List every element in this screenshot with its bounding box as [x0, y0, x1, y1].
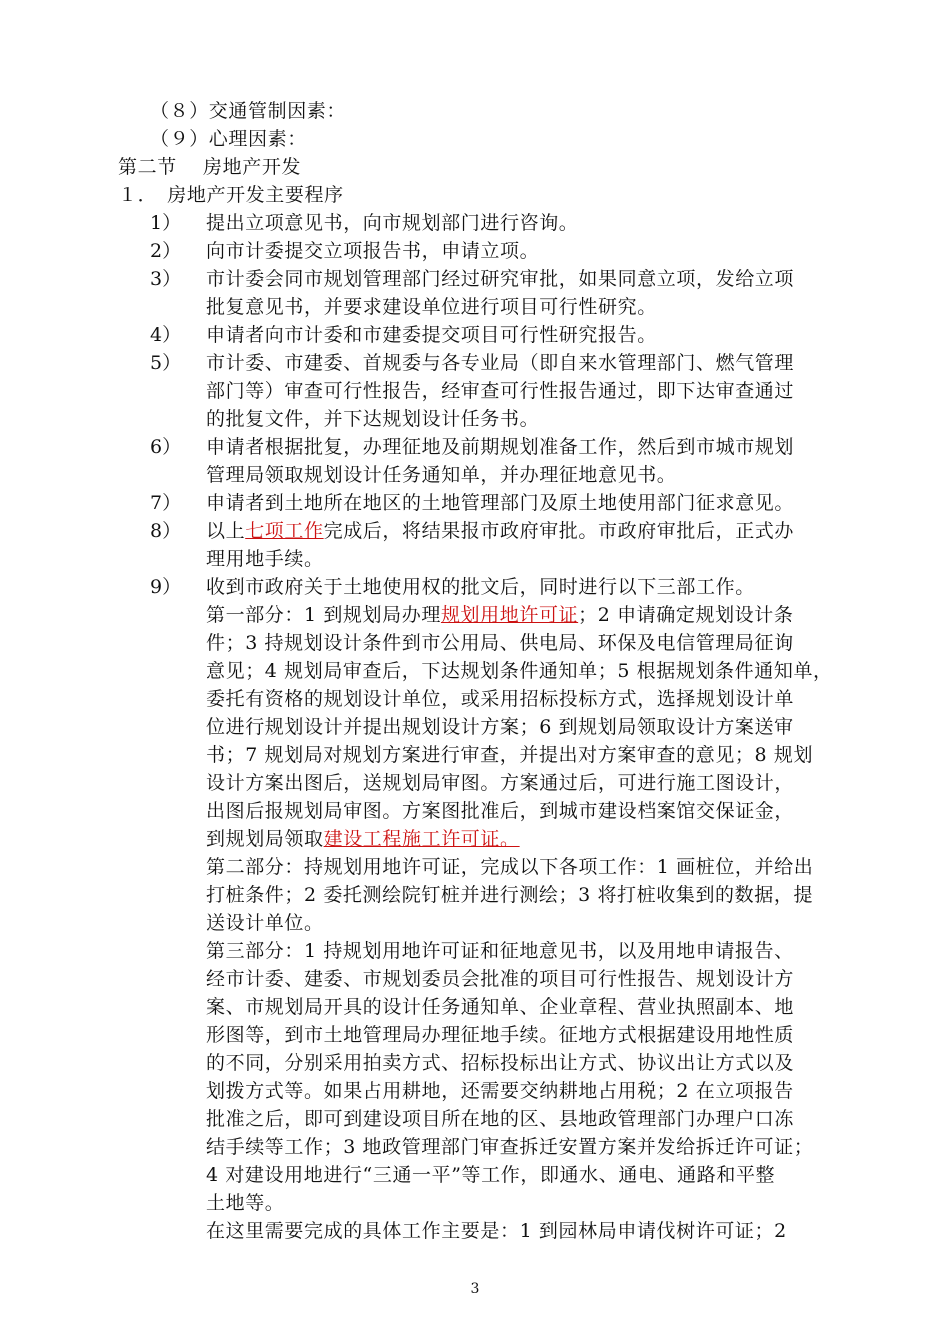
step-number: 8） [150, 520, 182, 542]
step-text: 市计委、市建委、首规委与各专业局（即自来水管理部门、燃气管理 [206, 352, 795, 374]
subsection-title: １． 房地产开发主要程序 [118, 184, 344, 206]
part-three-text: 经市计委、建委、市规划委员会批准的项目可行性报告、规划设计方 [206, 968, 795, 990]
step-text: 市计委会同市规划管理部门经过研究审批，如果同意立项，发给立项 [206, 268, 795, 290]
step-number: 3） [150, 268, 182, 290]
section-title: 第二节 房地产开发 [118, 156, 302, 178]
part-three-text: 形图等，到市土地管理局办理征地手续。征地方式根据建设用地性质 [206, 1024, 795, 1046]
step-text: 申请者根据批复，办理征地及前期规划准备工作，然后到市城市规划 [206, 436, 795, 458]
part-three-text: 划拨方式等。如果占用耕地，还需要交纳耕地占用税；2 在立项报告 [206, 1080, 794, 1102]
part-one-text: 意见；4 规划局审查后，下达规划条件通知单；5 根据规划条件通知单， [206, 660, 833, 682]
step-text: 申请者向市计委和市建委提交项目可行性研究报告。 [206, 324, 657, 346]
part-three-text: 的不同，分别采用拍卖方式、招标投标出让方式、协议出让方式以及 [206, 1052, 795, 1074]
seven-tasks-link[interactable]: 七项工作 [245, 520, 324, 542]
text-fragment: 完成后，将结果报市政府审批。市政府审批后，正式办 [323, 520, 795, 542]
part-three-text: 土地等。 [206, 1192, 285, 1214]
step-number: 9） [150, 576, 182, 598]
step-text: 的批复文件，并下达规划设计任务书。 [206, 408, 540, 430]
part-three-text: 案、市规划局开具的设计任务通知单、企业章程、营业执照副本、地 [206, 996, 795, 1018]
page-number: 3 [470, 1281, 480, 1297]
step-text: 提出立项意见书，向市规划部门进行咨询。 [206, 212, 579, 234]
part-one-text [206, 602, 793, 628]
step-number: 6） [150, 436, 182, 458]
planning-land-permit-link[interactable]: 规划用地许可证 [440, 604, 579, 626]
step-text: 管理局领取规划设计任务通知单，并办理征地意见书。 [206, 464, 677, 486]
factor-8: （８）交通管制因素： [150, 100, 347, 122]
part-one-text: 委托有资格的规划设计单位，或采用招标投标方式，选择规划设计单 [206, 688, 795, 710]
text-fragment: 第一部分：1 到规划局办理 [206, 604, 441, 626]
step-text: 向市计委提交立项报告书，申请立项。 [206, 240, 540, 262]
step-number: 1） [150, 212, 182, 234]
part-three-text: 批准之后，即可到建设项目所在地的区、县地政管理部门办理户口冻 [206, 1108, 795, 1130]
part-one-text: 位进行规划设计并提出规划设计方案；6 到规划局领取设计方案送审 [206, 716, 794, 738]
factor-9: （９）心理因素： [150, 128, 307, 150]
part-one-text [206, 826, 520, 852]
step-number: 7） [150, 492, 182, 514]
part-one-text: 设计方案出图后，送规划局审图。方案通过后，可进行施工图设计， [206, 772, 795, 794]
part-two-text: 第二部分：持规划用地许可证，完成以下各项工作：1 画桩位，并给出 [206, 856, 814, 878]
step-text: 申请者到土地所在地区的土地管理部门及原土地使用部门征求意见。 [206, 492, 795, 514]
part-three-text: 结手续等工作；3 地政管理部门审查拆迁安置方案并发给拆迁许可证； [206, 1136, 814, 1158]
step-text: 批复意见书，并要求建设单位进行项目可行性研究。 [206, 296, 657, 318]
step-number: 2） [150, 240, 182, 262]
text-fragment: 到规划局领取 [206, 828, 324, 850]
text-fragment: 以上 [206, 520, 246, 542]
part-three-text: 第三部分：1 持规划用地许可证和征地意见书，以及用地申请报告、 [206, 940, 794, 962]
step-number: 5） [150, 352, 182, 374]
step-number: 4） [150, 324, 182, 346]
part-three-text: 4 对建设用地进行“三通一平”等工作，即通水、通电、通路和平整 [206, 1164, 776, 1186]
part-one-text: 出图后报规划局审图。方案图批准后，到城市建设档案馆交保证金， [206, 800, 795, 822]
step-text: 收到市政府关于土地使用权的批文后，同时进行以下三部工作。 [206, 576, 755, 598]
final-paragraph: 在这里需要完成的具体工作主要是：1 到园林局申请伐树许可证；2 [206, 1220, 787, 1242]
step-text: 部门等）审查可行性报告，经审查可行性报告通过，即下达审查通过 [206, 380, 795, 402]
part-one-text: 书；7 规划局对规划方案进行审查，并提出对方案审查的意见；8 规划 [206, 744, 814, 766]
step-text [206, 518, 794, 544]
part-two-text: 打桩条件；2 委托测绘院钉桩并进行测绘；3 将打桩收集到的数据，提 [206, 884, 814, 906]
part-one-text: 件；3 持规划设计条件到市公用局、供电局、环保及电信管理局征询 [206, 632, 794, 654]
text-fragment: ；2 申请确定规划设计条 [578, 604, 794, 626]
part-two-text: 送设计单位。 [206, 912, 324, 934]
construction-permit-link[interactable]: 建设工程施工许可证。 [323, 828, 520, 850]
step-text: 理用地手续。 [206, 548, 324, 570]
